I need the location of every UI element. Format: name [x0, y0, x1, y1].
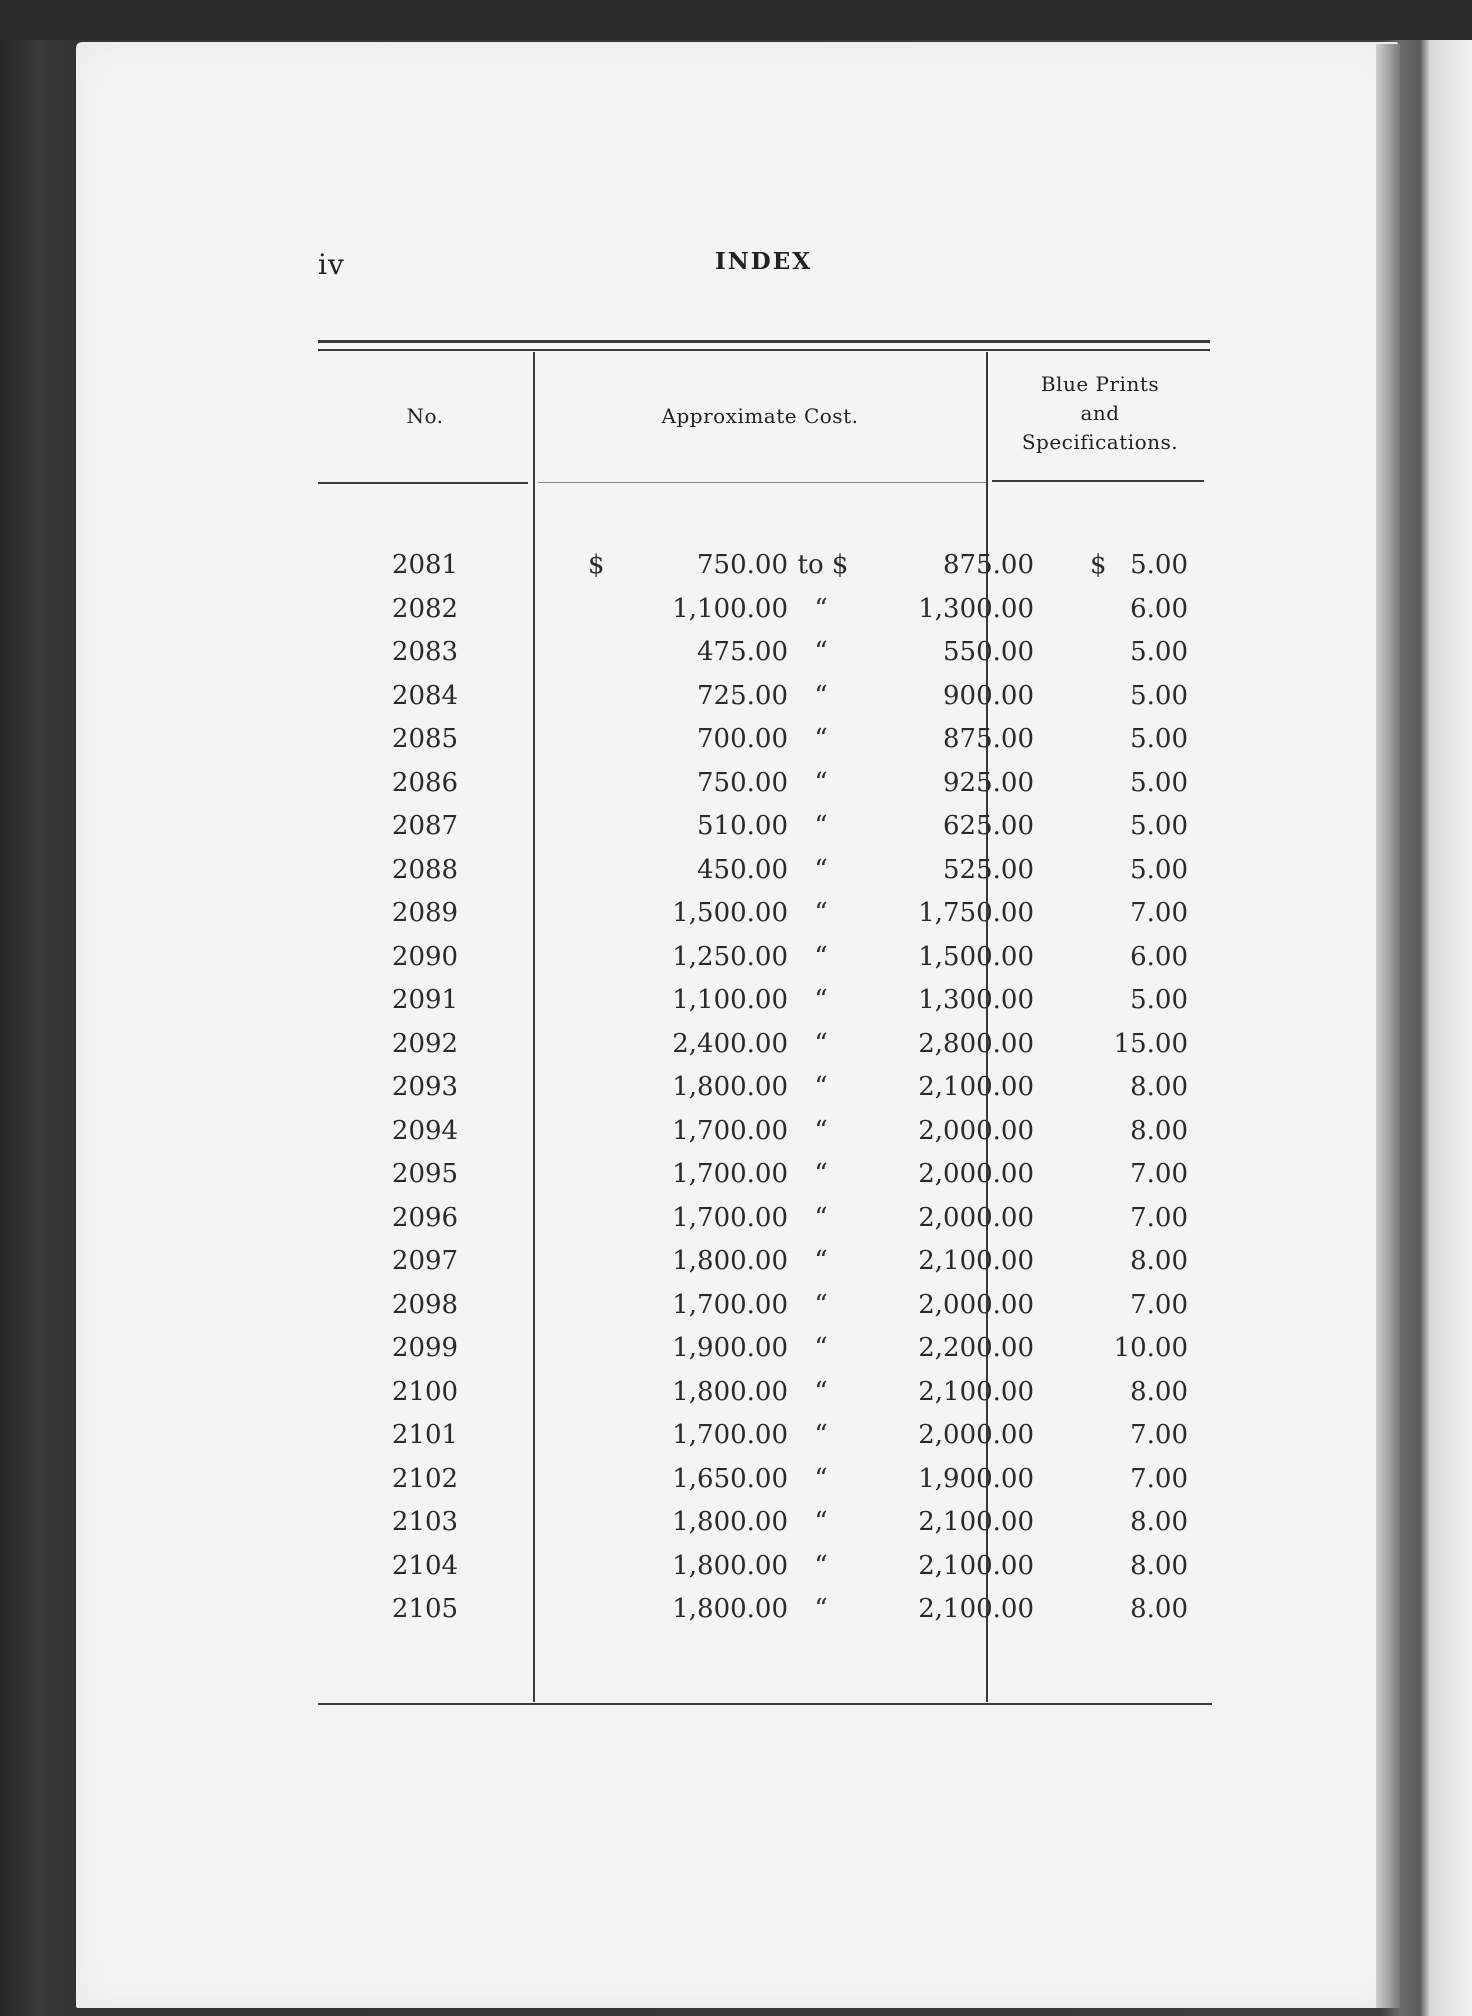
cell-cost-low — [588, 675, 788, 719]
ditto-mark: “ — [814, 854, 828, 885]
blueprints-price-value: 7.00 — [1130, 1159, 1188, 1189]
cell-cost-high: 2,000.00 — [918, 1202, 1034, 1233]
ditto-mark: “ — [814, 767, 828, 798]
ditto-mark: “ — [814, 1594, 828, 1624]
blueprints-price-value: 10.00 — [1113, 1333, 1188, 1363]
table-top-rule-thin — [318, 349, 1210, 351]
cell-number: 2090 — [391, 941, 459, 972]
cell-cost-high: 2,000.00 — [918, 1115, 1034, 1146]
table-row — [318, 1327, 1210, 1371]
blueprints-price-value: 7.00 — [1130, 1202, 1188, 1233]
cell-blueprints-price — [1018, 849, 1188, 893]
blueprints-price-value: 8.00 — [1130, 1376, 1188, 1407]
cell-blueprints-price — [1018, 1066, 1188, 1110]
ditto-mark: “ — [814, 811, 828, 841]
column-header-blueprints-line2: and — [1080, 401, 1120, 425]
cell-cost-high: 625.00 — [943, 811, 1034, 841]
cell-cost-low — [588, 1458, 788, 1502]
cell-cost-low — [588, 631, 788, 675]
cost-low-value: 750.00 — [697, 767, 788, 798]
blueprints-price-value: 5.00 — [1130, 680, 1188, 711]
cell-cost-low — [588, 1240, 788, 1284]
cost-low-value: 1,100.00 — [672, 985, 788, 1015]
page-number: iv — [318, 248, 345, 281]
blueprints-price-value: 5.00 — [1130, 854, 1188, 885]
cell-number: 2101 — [391, 1420, 459, 1450]
cost-low-value: 1,700.00 — [672, 1289, 788, 1320]
column-header-blueprints-line3: Specifications. — [1021, 430, 1179, 454]
cost-low-value: 1,800.00 — [672, 1072, 788, 1102]
cell-cost-low — [588, 979, 788, 1023]
cell-blueprints-price — [1018, 1327, 1188, 1371]
blueprints-price-value: 5.00 — [1130, 767, 1188, 798]
blueprints-price-value: 7.00 — [1130, 1289, 1188, 1320]
cell-cost-high: 875.00 — [943, 724, 1034, 754]
table-bottom-rule — [318, 1703, 1212, 1705]
table-row — [318, 588, 1210, 632]
cell-blueprints-price — [1018, 1023, 1188, 1067]
cell-cost-low — [588, 1327, 788, 1371]
cell-blueprints-price — [1018, 1153, 1188, 1197]
table-row — [318, 805, 1210, 849]
cost-low-value: 700.00 — [697, 724, 788, 754]
cell-number: 2098 — [391, 1289, 459, 1320]
table-row — [318, 1545, 1210, 1589]
ditto-mark: “ — [814, 637, 828, 667]
cell-cost-high: 2,800.00 — [918, 1028, 1034, 1059]
cell-cost-high: 2,000.00 — [918, 1289, 1034, 1320]
table-row — [318, 544, 1210, 588]
cell-blueprints-price — [1018, 979, 1188, 1023]
column-header-blueprints-line1: Blue Prints — [1040, 372, 1160, 396]
cell-blueprints-price — [1018, 762, 1188, 806]
cost-low-value: 1,700.00 — [672, 1420, 788, 1450]
cell-cost-high: 1,750.00 — [918, 898, 1034, 928]
table-row — [318, 1371, 1210, 1415]
cell-cost-high: 2,200.00 — [918, 1333, 1034, 1363]
cost-low-value: 1,650.00 — [672, 1463, 788, 1494]
cell-cost-low — [588, 544, 788, 588]
cell-cost-high: 2,000.00 — [918, 1420, 1034, 1450]
cell-number: 2104 — [391, 1550, 459, 1581]
blueprints-price-value: 8.00 — [1130, 1246, 1188, 1276]
cost-low-value: 1,700.00 — [672, 1115, 788, 1146]
ditto-mark: “ — [814, 1028, 828, 1059]
cost-low-value: 1,800.00 — [672, 1376, 788, 1407]
running-head: INDEX — [715, 248, 813, 275]
ditto-mark: “ — [814, 985, 828, 1015]
blueprints-price-value: 7.00 — [1130, 1463, 1188, 1494]
table-row — [318, 718, 1210, 762]
cell-number: 2103 — [391, 1507, 459, 1537]
table-row — [318, 1110, 1210, 1154]
cell-blueprints-price — [1018, 805, 1188, 849]
ditto-mark: “ — [814, 1246, 828, 1276]
ditto-mark: “ — [814, 1376, 828, 1407]
blueprints-price-value: 7.00 — [1130, 1420, 1188, 1450]
ditto-mark: “ — [814, 1550, 828, 1581]
table-row — [318, 1197, 1210, 1241]
cost-low-value: 510.00 — [697, 811, 788, 841]
cell-cost-high: 2,100.00 — [918, 1072, 1034, 1102]
cell-cost-high: 2,100.00 — [918, 1550, 1034, 1581]
table-row — [318, 675, 1210, 719]
ditto-mark: “ — [814, 1507, 828, 1537]
cell-cost-high: 1,500.00 — [918, 941, 1034, 972]
cell-number: 2105 — [391, 1594, 459, 1624]
blueprints-price-value: 8.00 — [1130, 1115, 1188, 1146]
cell-cost-low — [588, 1066, 788, 1110]
cost-low-value: 450.00 — [697, 854, 788, 885]
cell-cost-high: 2,000.00 — [918, 1159, 1034, 1189]
cell-blueprints-price — [1018, 675, 1188, 719]
cell-number: 2092 — [391, 1028, 459, 1059]
ditto-mark: “ — [814, 941, 828, 972]
blueprints-price-value: 5.00 — [1130, 811, 1188, 841]
cell-cost-low — [588, 588, 788, 632]
cell-blueprints-price — [1018, 1588, 1188, 1632]
cell-cost-high: 875.00 — [943, 550, 1034, 580]
blueprints-price-value: 8.00 — [1130, 1072, 1188, 1102]
ditto-mark: “ — [814, 898, 828, 928]
cell-number: 2089 — [391, 898, 459, 928]
blueprints-price-value: 5.00 — [1130, 724, 1188, 754]
ditto-mark: “ — [814, 1289, 828, 1320]
blueprints-price-value: 5.00 — [1130, 985, 1188, 1015]
cost-low-value: 1,800.00 — [672, 1550, 788, 1581]
cell-blueprints-price — [1018, 1197, 1188, 1241]
cell-number: 2093 — [391, 1072, 459, 1102]
cost-low-value: 725.00 — [697, 680, 788, 711]
ditto-mark: “ — [814, 680, 828, 711]
column-header-cost: Approximate Cost. — [661, 404, 859, 428]
to-separator: to $ — [797, 550, 849, 580]
cell-cost-low — [588, 1023, 788, 1067]
cell-cost-low — [588, 1371, 788, 1415]
cell-number: 2087 — [391, 811, 459, 841]
table-row — [318, 1501, 1210, 1545]
cell-cost-high: 1,300.00 — [918, 593, 1034, 624]
cell-blueprints-price — [1018, 1545, 1188, 1589]
cell-blueprints-price — [1018, 1110, 1188, 1154]
table-row — [318, 631, 1210, 675]
page-right-edge-shadow — [1376, 44, 1400, 2008]
table-row — [318, 1458, 1210, 1502]
dollar-sign: $ — [1090, 550, 1107, 580]
table-row — [318, 936, 1210, 980]
cell-cost-high: 550.00 — [943, 637, 1034, 667]
cell-cost-high: 2,100.00 — [918, 1376, 1034, 1407]
cell-cost-low — [588, 849, 788, 893]
cost-low-value: 1,700.00 — [672, 1159, 788, 1189]
cell-blueprints-price — [1018, 631, 1188, 675]
cell-blueprints-price — [1018, 1284, 1188, 1328]
cost-low-value: 475.00 — [697, 637, 788, 667]
cost-low-value: 1,900.00 — [672, 1333, 788, 1363]
cell-blueprints-price — [1018, 588, 1188, 632]
cell-cost-low — [588, 1588, 788, 1632]
blueprints-price-value: 5.00 — [1130, 637, 1188, 667]
cell-number: 2086 — [391, 767, 459, 798]
cell-number: 2099 — [391, 1333, 459, 1363]
ditto-mark: “ — [814, 1333, 828, 1363]
cell-number: 2081 — [391, 550, 459, 580]
cell-cost-low — [588, 1545, 788, 1589]
table-row — [318, 979, 1210, 1023]
ditto-mark: “ — [814, 1202, 828, 1233]
cell-cost-high: 525.00 — [943, 854, 1034, 885]
cost-low-value: 1,800.00 — [672, 1246, 788, 1276]
cell-cost-high: 2,100.00 — [918, 1594, 1034, 1624]
cell-number: 2097 — [391, 1246, 459, 1276]
cost-low-value: 1,500.00 — [672, 898, 788, 928]
cost-low-value: 1,700.00 — [672, 1202, 788, 1233]
cell-blueprints-price — [1018, 1414, 1188, 1458]
table-row — [318, 1588, 1210, 1632]
cell-blueprints-price — [1018, 892, 1188, 936]
blueprints-price-value: 6.00 — [1130, 941, 1188, 972]
cost-low-value: 1,100.00 — [672, 593, 788, 624]
cell-number: 2084 — [391, 680, 459, 711]
header-bottom-rule-right — [992, 480, 1204, 482]
cell-cost-low — [588, 718, 788, 762]
header-bottom-rule-middle — [538, 482, 988, 483]
column-header-no: No. — [406, 404, 444, 428]
cell-cost-high: 925.00 — [943, 767, 1034, 798]
cell-number: 2096 — [391, 1202, 459, 1233]
cell-cost-high: 1,300.00 — [918, 985, 1034, 1015]
cell-cost-low — [588, 805, 788, 849]
cell-cost-low — [588, 1501, 788, 1545]
cost-low-value: 750.00 — [697, 550, 788, 580]
cost-low-value: 1,800.00 — [672, 1507, 788, 1537]
ditto-mark: “ — [814, 1159, 828, 1189]
cell-blueprints-price — [1018, 718, 1188, 762]
dollar-sign: $ — [588, 550, 605, 580]
table-row — [318, 1240, 1210, 1284]
table-row — [318, 1284, 1210, 1328]
cell-cost-high: 1,900.00 — [918, 1463, 1034, 1494]
cell-blueprints-price — [1018, 1240, 1188, 1284]
cost-low-value: 1,250.00 — [672, 941, 788, 972]
cell-cost-low — [588, 936, 788, 980]
table-row — [318, 892, 1210, 936]
table-row — [318, 849, 1210, 893]
blueprints-price-value: 8.00 — [1130, 1507, 1188, 1537]
cell-blueprints-price — [1018, 1501, 1188, 1545]
blueprints-price-value: 8.00 — [1130, 1550, 1188, 1581]
cell-cost-low — [588, 762, 788, 806]
cell-cost-high: 900.00 — [943, 680, 1034, 711]
cell-number: 2094 — [391, 1115, 459, 1146]
table-body — [318, 544, 1210, 1632]
table-top-rule — [318, 340, 1210, 343]
cell-blueprints-price — [1018, 1458, 1188, 1502]
ditto-mark: “ — [814, 593, 828, 624]
blueprints-price-value: 7.00 — [1130, 898, 1188, 928]
blueprints-price-value: 15.00 — [1113, 1028, 1188, 1059]
table-row — [318, 1023, 1210, 1067]
table-row — [318, 1066, 1210, 1110]
column-header-blueprints — [990, 370, 1210, 457]
cell-number: 2102 — [391, 1463, 459, 1494]
cell-cost-low — [588, 1110, 788, 1154]
ditto-mark: “ — [814, 1072, 828, 1102]
blueprints-price-value: 5.00 — [1130, 550, 1188, 580]
ditto-mark: “ — [814, 1420, 828, 1450]
blueprints-price-value: 6.00 — [1130, 593, 1188, 624]
cell-blueprints-price — [1018, 1371, 1188, 1415]
cell-number: 2091 — [391, 985, 459, 1015]
cost-low-value: 1,800.00 — [672, 1594, 788, 1624]
cell-cost-high: 2,100.00 — [918, 1507, 1034, 1537]
table-row — [318, 762, 1210, 806]
ditto-mark: “ — [814, 724, 828, 754]
table-row — [318, 1414, 1210, 1458]
cell-number: 2083 — [391, 637, 459, 667]
ditto-mark: “ — [814, 1115, 828, 1146]
cell-number: 2085 — [391, 724, 459, 754]
ditto-mark: “ — [814, 1463, 828, 1494]
table-row — [318, 1153, 1210, 1197]
scan-top-edge — [0, 0, 1472, 40]
cell-blueprints-price — [1018, 544, 1188, 588]
cell-number: 2082 — [391, 593, 459, 624]
cell-number: 2095 — [391, 1159, 459, 1189]
blueprints-price-value: 8.00 — [1130, 1594, 1188, 1624]
cell-cost-low — [588, 1197, 788, 1241]
cell-cost-low — [588, 1153, 788, 1197]
cell-cost-low — [588, 1284, 788, 1328]
cell-number: 2088 — [391, 854, 459, 885]
cost-low-value: 2,400.00 — [672, 1028, 788, 1059]
header-bottom-rule-left — [318, 482, 528, 484]
cell-cost-low — [588, 1414, 788, 1458]
cell-number: 2100 — [391, 1376, 459, 1407]
cell-cost-low — [588, 892, 788, 936]
cell-blueprints-price — [1018, 936, 1188, 980]
cell-cost-high: 2,100.00 — [918, 1246, 1034, 1276]
